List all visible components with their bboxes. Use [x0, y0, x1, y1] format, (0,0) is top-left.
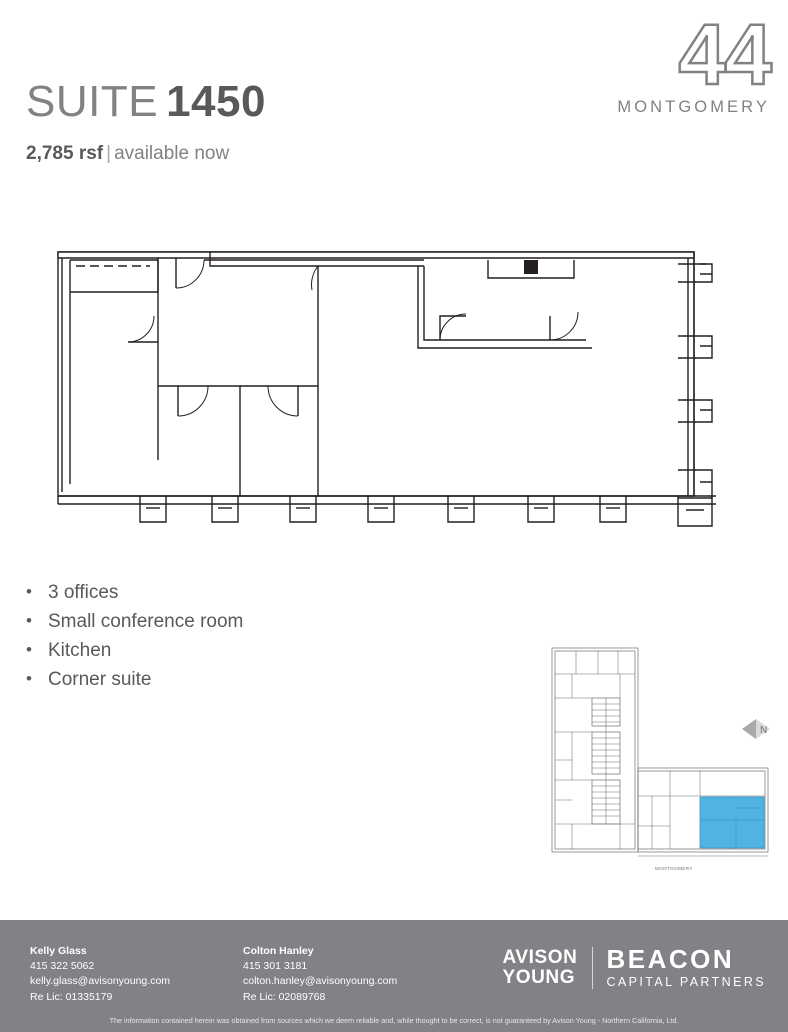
contact-phone: 415 322 5062	[30, 960, 95, 973]
page-header	[0, 0, 788, 200]
page-footer	[0, 920, 788, 1032]
bullet-icon: •	[26, 611, 32, 630]
key-plan	[540, 640, 780, 880]
logo-divider	[592, 947, 593, 989]
avison-young-logo	[502, 948, 577, 987]
list-item	[26, 612, 446, 631]
list-item-label: 3 offices	[48, 582, 119, 603]
contact-email[interactable]: colton.hanley@avisonyoung.com	[243, 975, 398, 988]
contact-name: Colton Hanley	[243, 945, 314, 957]
list-item-label: Small conference room	[48, 611, 244, 632]
floor-plan	[0, 230, 788, 550]
key-plan-street-label: MONTGOMERY	[655, 866, 693, 871]
suite-subtitle	[26, 143, 229, 165]
beacon-line2: CAPITAL PARTNERS	[606, 975, 766, 990]
page-title	[26, 77, 266, 126]
bullet-icon: •	[26, 669, 32, 688]
building-logo-number: 44	[678, 7, 770, 103]
list-item	[26, 583, 446, 602]
avison-young-line1: AVISON	[502, 947, 578, 969]
list-item-label: Corner suite	[48, 669, 152, 690]
contact-name: Kelly Glass	[30, 945, 87, 957]
list-item-label: Kitchen	[48, 640, 112, 661]
contact-block-2	[243, 944, 397, 1005]
suite-rsf: 2,785 rsf	[26, 143, 104, 164]
svg-text:N: N	[760, 725, 768, 736]
features-list	[26, 583, 446, 699]
beacon-line1: BEACON	[606, 944, 735, 974]
footer-logos	[502, 946, 766, 989]
suite-word: SUITE	[26, 77, 159, 126]
building-logo-name: MONTGOMERY	[617, 97, 770, 116]
contact-block-1	[30, 944, 170, 1005]
contact-phone: 415 301 3181	[243, 960, 308, 973]
list-item	[26, 641, 446, 660]
bullet-icon: •	[26, 582, 32, 601]
key-plan-drawing	[540, 640, 780, 870]
bullet-icon: •	[26, 640, 32, 659]
avison-young-line2: YOUNG	[502, 966, 576, 988]
subtitle-divider: |	[106, 143, 112, 164]
contact-email[interactable]: kelly.glass@avisonyoung.com	[30, 975, 171, 988]
north-arrow-icon	[740, 716, 774, 742]
suite-number: 1450	[166, 77, 266, 126]
footer-disclaimer: The information contained herein was obtained from sources which we deem reliable and, while thought to be correct, is not guaranteed by Avison Young - Northern California, Ltd.	[109, 1016, 679, 1025]
beacon-capital-logo	[607, 946, 767, 989]
contact-license: Re Lic: 02089768	[243, 990, 326, 1003]
list-item	[26, 670, 446, 689]
suite-availability: available now	[114, 143, 230, 164]
contact-license: Re Lic: 01335179	[30, 990, 113, 1003]
floor-plan-drawing	[0, 230, 788, 550]
building-logo	[617, 7, 770, 117]
